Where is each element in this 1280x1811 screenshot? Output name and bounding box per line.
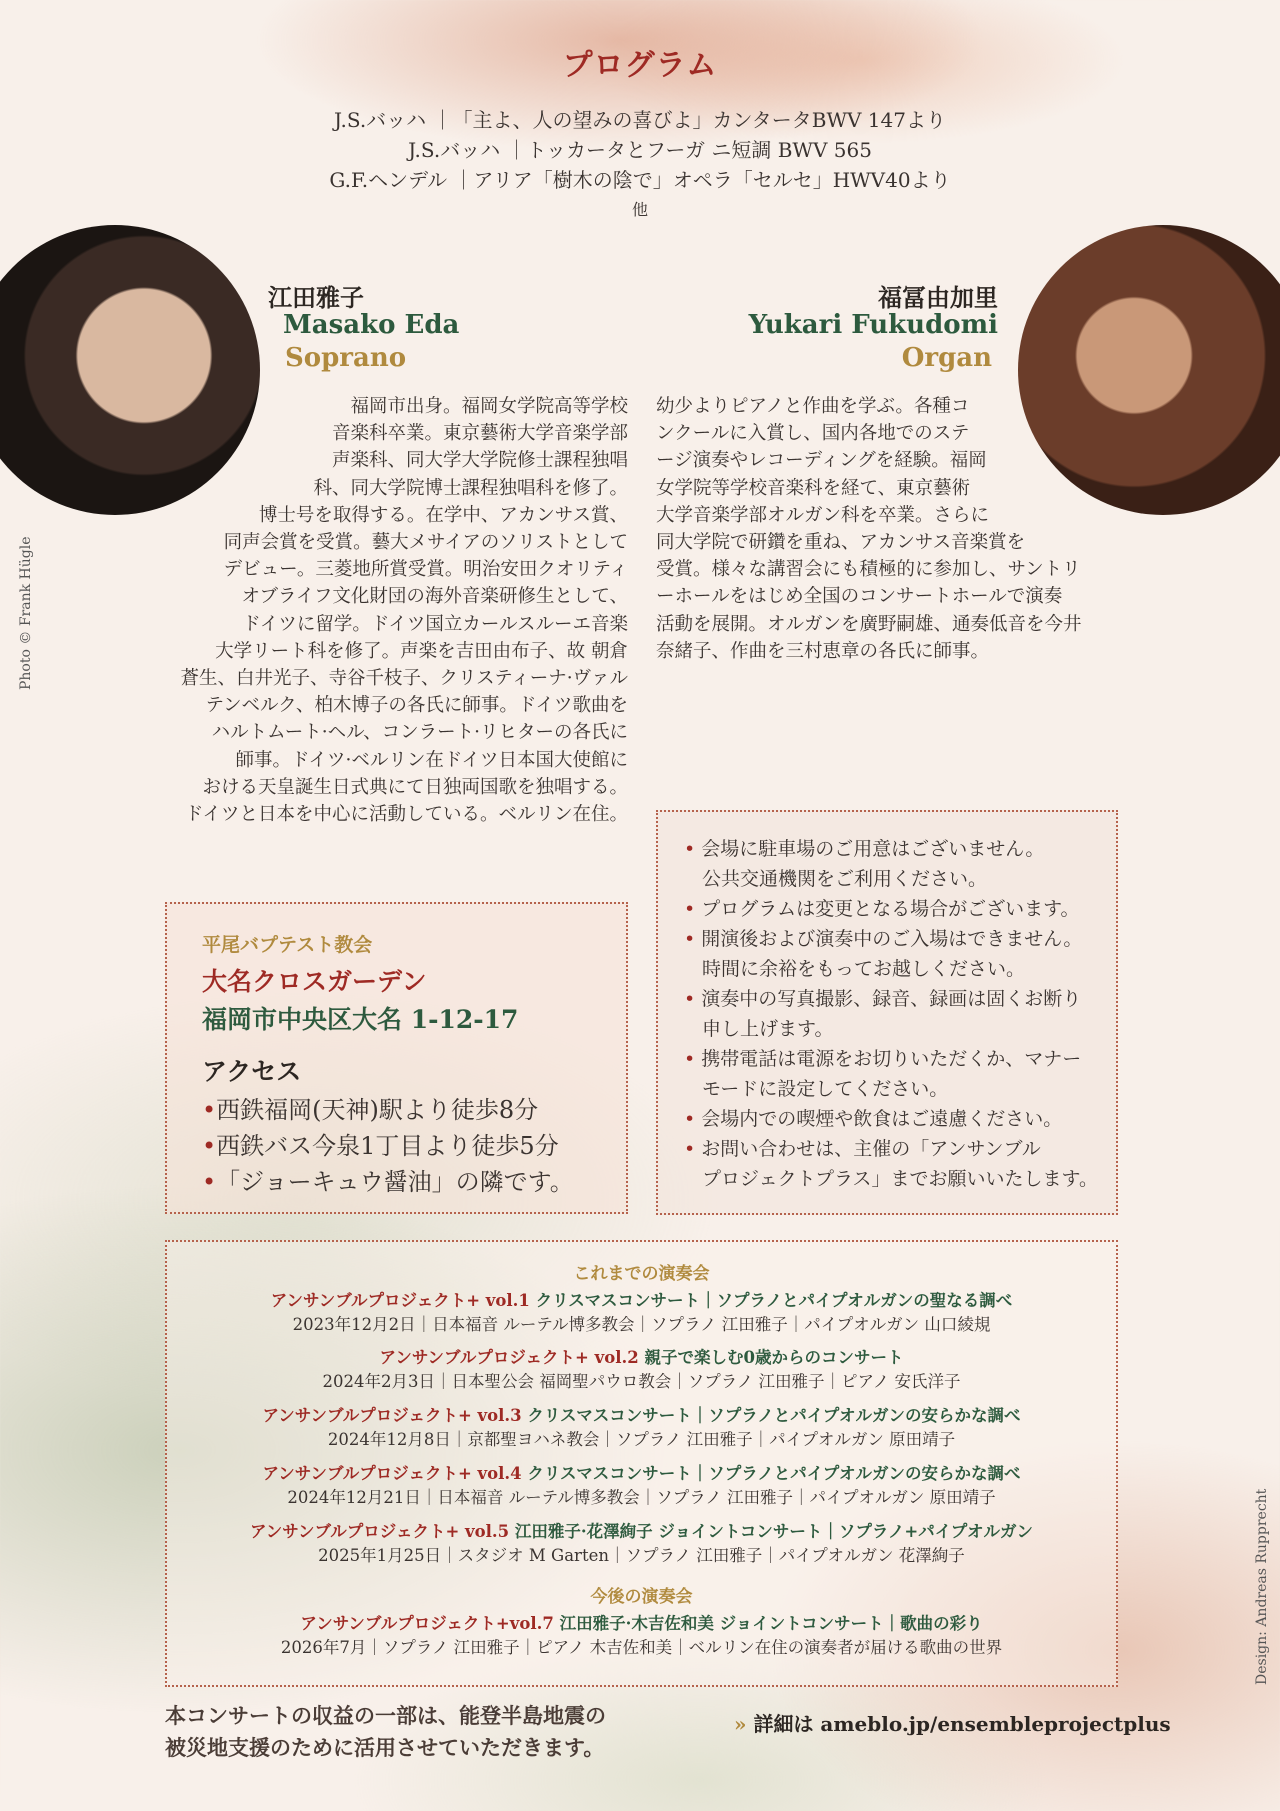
bio-line: ーホールをはじめ全国のコンサートホールで演奏 [656, 586, 1063, 608]
design-credit: Design: Andreas Rupprecht [1254, 1488, 1270, 1685]
bio-line: 女学院等学校音楽科を経て、東京藝術 [656, 477, 971, 499]
concert-title: アンサンブルプロジェクト+ vol.1 クリスマスコンサート｜ソプラノとパイプオルガンの聖なる調べ [270, 1291, 1013, 1310]
program-line: 他 [631, 200, 648, 219]
program-title: プログラム [562, 48, 718, 83]
organist-name-jp: 福冨由加里 [878, 283, 998, 312]
venue-name: 大名クロスガーデン [202, 967, 427, 996]
charity-note [165, 1700, 606, 1764]
bio-line: 音楽科卒業。東京藝術大学音楽学部 [331, 423, 628, 445]
bio-line: 活動を展開。オルガンを廣野嗣雄、通奏低音を今井 [656, 613, 1082, 635]
details-link[interactable] [734, 1708, 1171, 1737]
bio-line: ハルトムート·ヘル、コンラート·リヒターの各氏に [211, 722, 628, 744]
concert-title: アンサンブルプロジェクト+ vol.4 クリスマスコンサート｜ソプラノとパイプオルガンの安らかな調べ [262, 1464, 1021, 1483]
note-line: 申し上げます。 [702, 1018, 834, 1040]
note-line: 時間に余裕をもってお越しください。 [702, 958, 1026, 980]
concert-title: アンサンブルプロジェクト+ vol.3 クリスマスコンサート｜ソプラノとパイプオルガンの安らかな調べ [262, 1406, 1021, 1425]
note-line: 公共交通機関をご利用ください。 [702, 868, 988, 890]
bio-line: ドイツに留学。ドイツ国立カールスルーエ音楽 [242, 613, 628, 635]
access-item: •西鉄バス今泉1丁目より徒歩5分 [202, 1132, 559, 1160]
bio-line: おける天皇誕生日式典にて日独両国歌を独唱する。 [202, 776, 628, 798]
details-link-text[interactable]: 詳細は ameblo.jp/ensembleprojectplus [753, 1712, 1171, 1736]
note-line: • プログラムは変更となる場合がございます。 [684, 898, 1080, 920]
access-title: アクセス [202, 1057, 302, 1086]
concert-title: アンサンブルプロジェクト+vol.7 江田雅子·木吉佐和美 ジョイントコンサート｜歌曲の彩り [300, 1614, 983, 1633]
bio-line: 受賞。様々な講習会にも積極的に参加し、サントリ [656, 559, 1081, 581]
organist-name-en: Yukari Fukudomi [748, 310, 998, 340]
bio-line: 蒼生、白井光子、寺谷千枝子、クリスティーナ·ヴァル [180, 668, 628, 690]
soprano-name-en: Masako Eda [283, 310, 460, 340]
access-item: •「ジョーキュウ醤油」の隣です。 [202, 1168, 574, 1196]
photo-credit: Photo © Frank Hügle [18, 536, 34, 690]
bio-line: 師事。ドイツ·ベルリン在ドイツ日本国大使館に [235, 749, 628, 771]
bio-line: 大学リート科を修了。声楽を吉田由布子、故 朝倉 [215, 640, 628, 662]
concert-title: アンサンブルプロジェクト+ vol.5 江田雅子·花澤絢子 ジョイントコンサート｜ソプラノ+パイプオルガン [249, 1522, 1034, 1541]
venue-box [165, 902, 628, 1214]
bio-line: 博士号を取得する。在学中、アカンサス賞、 [258, 504, 628, 526]
bio-line: デビュー。三菱地所賞受賞。明治安田クオリティ [223, 559, 628, 581]
note-line: • 開演後および演奏中のご入場はできません。 [684, 928, 1083, 950]
bio-line: オブライフ文化財団の海外音楽研修生として、 [241, 586, 628, 608]
organist-bio [656, 393, 1118, 665]
bio-line: 福岡市出身。福岡女学院高等学校 [350, 396, 628, 417]
note-line: • 演奏中の写真撮影、録音、録画は固くお断り [684, 988, 1082, 1010]
venue-address: 福岡市中央区大名 1-12-17 [202, 1005, 519, 1034]
concert-detail: 2024年12月8日｜京都聖ヨハネ教会｜ソプラノ 江田雅子｜パイプオルガン 原田靖子 [327, 1430, 956, 1449]
bio-line: 科、同大学院博士課程独唱科を修了。 [313, 477, 628, 499]
charity-note-line: 本コンサートの収益の一部は、能登半島地震の [165, 1703, 606, 1728]
note-line: モードに設定してください。 [702, 1078, 949, 1100]
program-line: J.S.バッハ ｜トッカータとフーガ ニ短調 BWV 565 [408, 138, 872, 162]
concert-detail: 2026年7月｜ソプラノ 江田雅子｜ピアノ 木吉佐和美｜ベルリン在住の演奏者が届ける歌曲の世界 [280, 1638, 1003, 1657]
double-chevron-icon: » [734, 1712, 747, 1736]
bio-line: 同声会賞を受賞。藝大メサイアのソリストとして [223, 532, 628, 554]
note-line: • 会場に駐車場のご用意はございません。 [684, 838, 1045, 860]
upcoming-concerts-title: 今後の演奏会 [590, 1587, 693, 1607]
concert-detail: 2024年12月21日｜日本福音 ルーテル博多教会｜ソプラノ 江田雅子｜パイプオルガン 原田靖子 [287, 1488, 996, 1507]
program-line: G.F.ヘンデル ｜アリア「樹木の陰で」オペラ「セルセ」HWV40より [329, 168, 951, 192]
note-line: • 会場内での喫煙や飲食はご遠慮ください。 [684, 1108, 1063, 1130]
access-item: •西鉄福岡(天神)駅より徒歩8分 [202, 1096, 539, 1124]
venue-church: 平尾バプテスト教会 [202, 934, 373, 956]
concert-detail: 2024年2月3日｜日本聖公会 福岡聖パウロ教会｜ソプラノ 江田雅子｜ピアノ 安氏洋子 [322, 1372, 961, 1391]
bio-line: 大学音楽学部オルガン科を卒業。さらに [656, 504, 990, 526]
bio-line: テンベルク、柏木博子の各氏に師事。ドイツ歌曲を [205, 695, 628, 717]
charity-note-line: 被災地支援のために活用させていただきます。 [165, 1735, 605, 1760]
bio-line: 声楽科、同大学大学院修士課程独唱 [331, 450, 628, 472]
bio-line: 幼少よりピアノと作曲を学ぶ。各種コ [656, 396, 970, 417]
soprano-role: Soprano [285, 343, 407, 373]
organist-role: Organ [901, 343, 992, 373]
soprano-bio [165, 393, 628, 828]
concert-title: アンサンブルプロジェクト+ vol.2 親子で楽しむ0歳からのコンサート [379, 1348, 904, 1367]
bio-line: ージ演奏やレコーディングを経験。福岡 [656, 450, 987, 472]
program-line: J.S.バッハ ｜「主よ、人の望みの喜びよ」カンタータBWV 147より [334, 108, 946, 132]
bio-line: ンクールに入賞し、国内各地でのステ [656, 423, 970, 445]
concert-detail: 2025年1月25日｜スタジオ M Garten｜ソプラノ 江田雅子｜パイプオルガン 花澤絢子 [318, 1546, 965, 1565]
notes-box [656, 810, 1118, 1215]
note-line: プロジェクトプラス」までお願いいたします。 [702, 1168, 1098, 1190]
bio-line: 奈緒子、作曲を三村恵章の各氏に師事。 [656, 640, 990, 662]
past-concerts-title: これまでの演奏会 [573, 1264, 710, 1284]
soprano-name-jp: 江田雅子 [268, 283, 364, 312]
concert-detail: 2023年12月2日｜日本福音 ルーテル博多教会｜ソプラノ 江田雅子｜パイプオルガン 山口綾規 [292, 1315, 991, 1334]
note-line: • お問い合わせは、主催の「アンサンブル [684, 1138, 1041, 1160]
note-line: • 携帯電話は電源をお切りいただくか、マナー [684, 1048, 1082, 1070]
bio-line: 同大学院で研鑽を重ね、アカンサス音楽賞を [656, 532, 1026, 554]
bio-line: ドイツと日本を中心に活動している。ベルリン在住。 [184, 804, 628, 826]
concert-history-box [165, 1240, 1118, 1687]
